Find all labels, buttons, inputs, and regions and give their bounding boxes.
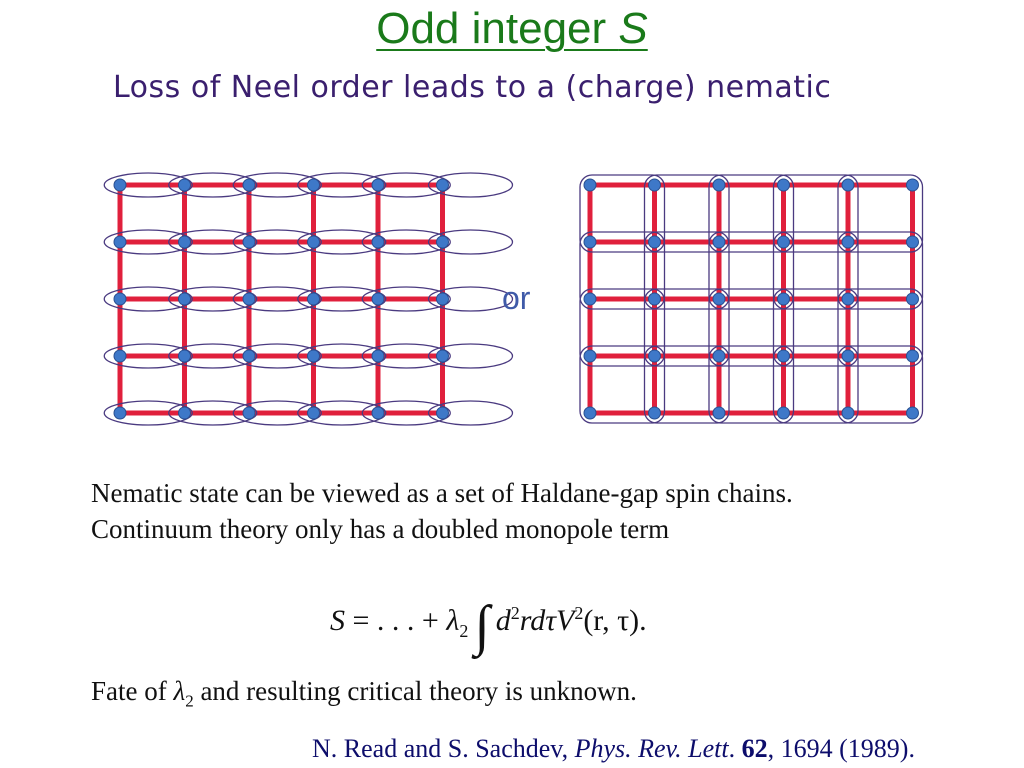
lattice-site [372,236,384,248]
eq-body: rdτV [519,604,575,637]
lattice-site [179,179,191,191]
eq-lambda: λ [446,604,460,637]
lattice-site [713,350,725,362]
lattice-site [372,179,384,191]
ref-dot: . [728,734,742,763]
lattice-site [778,350,790,362]
lattice-site [372,407,384,419]
lattice-site [243,179,255,191]
eq-lhs: S [330,604,345,637]
lattice-site [437,350,449,362]
lattice-site [584,236,596,248]
lattice-site [649,236,661,248]
lattice-site [243,350,255,362]
lattice-site [649,293,661,305]
lattice-site [584,179,596,191]
lattice-site [584,350,596,362]
lattice-site [372,293,384,305]
lattice-site [649,179,661,191]
lattice-site [243,236,255,248]
lattice-site [308,179,320,191]
lattice-site [308,350,320,362]
ref-journal: Phys. Rev. Lett [574,734,729,763]
eq-mid: = . . . + [345,604,447,637]
paragraph-line-2: Continuum theory only has a doubled monopole term [91,514,670,544]
eq-sup: 2 [510,603,520,623]
lattice-site [308,293,320,305]
paragraph-line-1: Nematic state can be viewed as a set of Haldane-gap spin chains. [91,478,793,508]
lattice-site [114,293,126,305]
lattice-site [713,179,725,191]
lattice-site [778,293,790,305]
lattice-site [114,350,126,362]
lattice-site [243,293,255,305]
lattice-site [437,179,449,191]
integral-sign: ∫ [474,595,490,657]
lattice-site [713,293,725,305]
lattice-site [437,236,449,248]
lattice-site [842,407,854,419]
fate-pre: Fate of [91,676,174,706]
fate-sub: 2 [185,691,194,711]
lattice-site [778,179,790,191]
lattice-site [114,179,126,191]
eq-args: (r, τ). [583,604,647,637]
title-text: Odd integer [376,4,619,53]
lattice-site [907,407,919,419]
lattice-site [179,407,191,419]
lattice-site [649,350,661,362]
lattice-site [842,350,854,362]
title-symbol: S [618,4,648,53]
fate-line [91,676,637,711]
lattice-site [114,407,126,419]
eq-sup-b: 2 [574,603,584,623]
ref-authors: N. Read and S. Sachdev, [312,734,575,763]
lattice-site [907,236,919,248]
lattice-site [179,293,191,305]
slide-title [0,4,1024,54]
slide-subtitle: Loss of Neel order leads to a (charge) nematic [113,70,832,105]
lattice-site [308,407,320,419]
ref-rest: , 1694 (1989). [767,734,915,763]
lattice-site [372,350,384,362]
lattice-site [778,407,790,419]
plaquette-lattice-diagram [570,170,940,430]
lattice-site [179,236,191,248]
reference-citation [312,734,915,764]
fate-post: and resulting critical theory is unknown. [193,676,637,706]
lattice-site [778,236,790,248]
lattice-site [907,350,919,362]
lattice-site [437,293,449,305]
or-label: or [502,280,531,316]
lattice-site [907,293,919,305]
lattice-site [114,236,126,248]
fate-lambda: λ [173,676,186,706]
lattice-site [842,236,854,248]
lattice-site [649,407,661,419]
eq-lambda-sub: 2 [459,621,469,641]
ref-volume: 62 [741,734,768,763]
lattice-site [584,293,596,305]
lattice-site [842,179,854,191]
eq-d: d [495,604,511,637]
lattice-site [243,407,255,419]
lattice-site [713,236,725,248]
lattice-site [842,293,854,305]
lattice-site [907,179,919,191]
lattice-site [179,350,191,362]
lattice-site [308,236,320,248]
chain-lattice-diagram [90,170,470,430]
lattice-site [584,407,596,419]
action-equation [330,580,647,657]
lattice-site [437,407,449,419]
lattice-site [713,407,725,419]
